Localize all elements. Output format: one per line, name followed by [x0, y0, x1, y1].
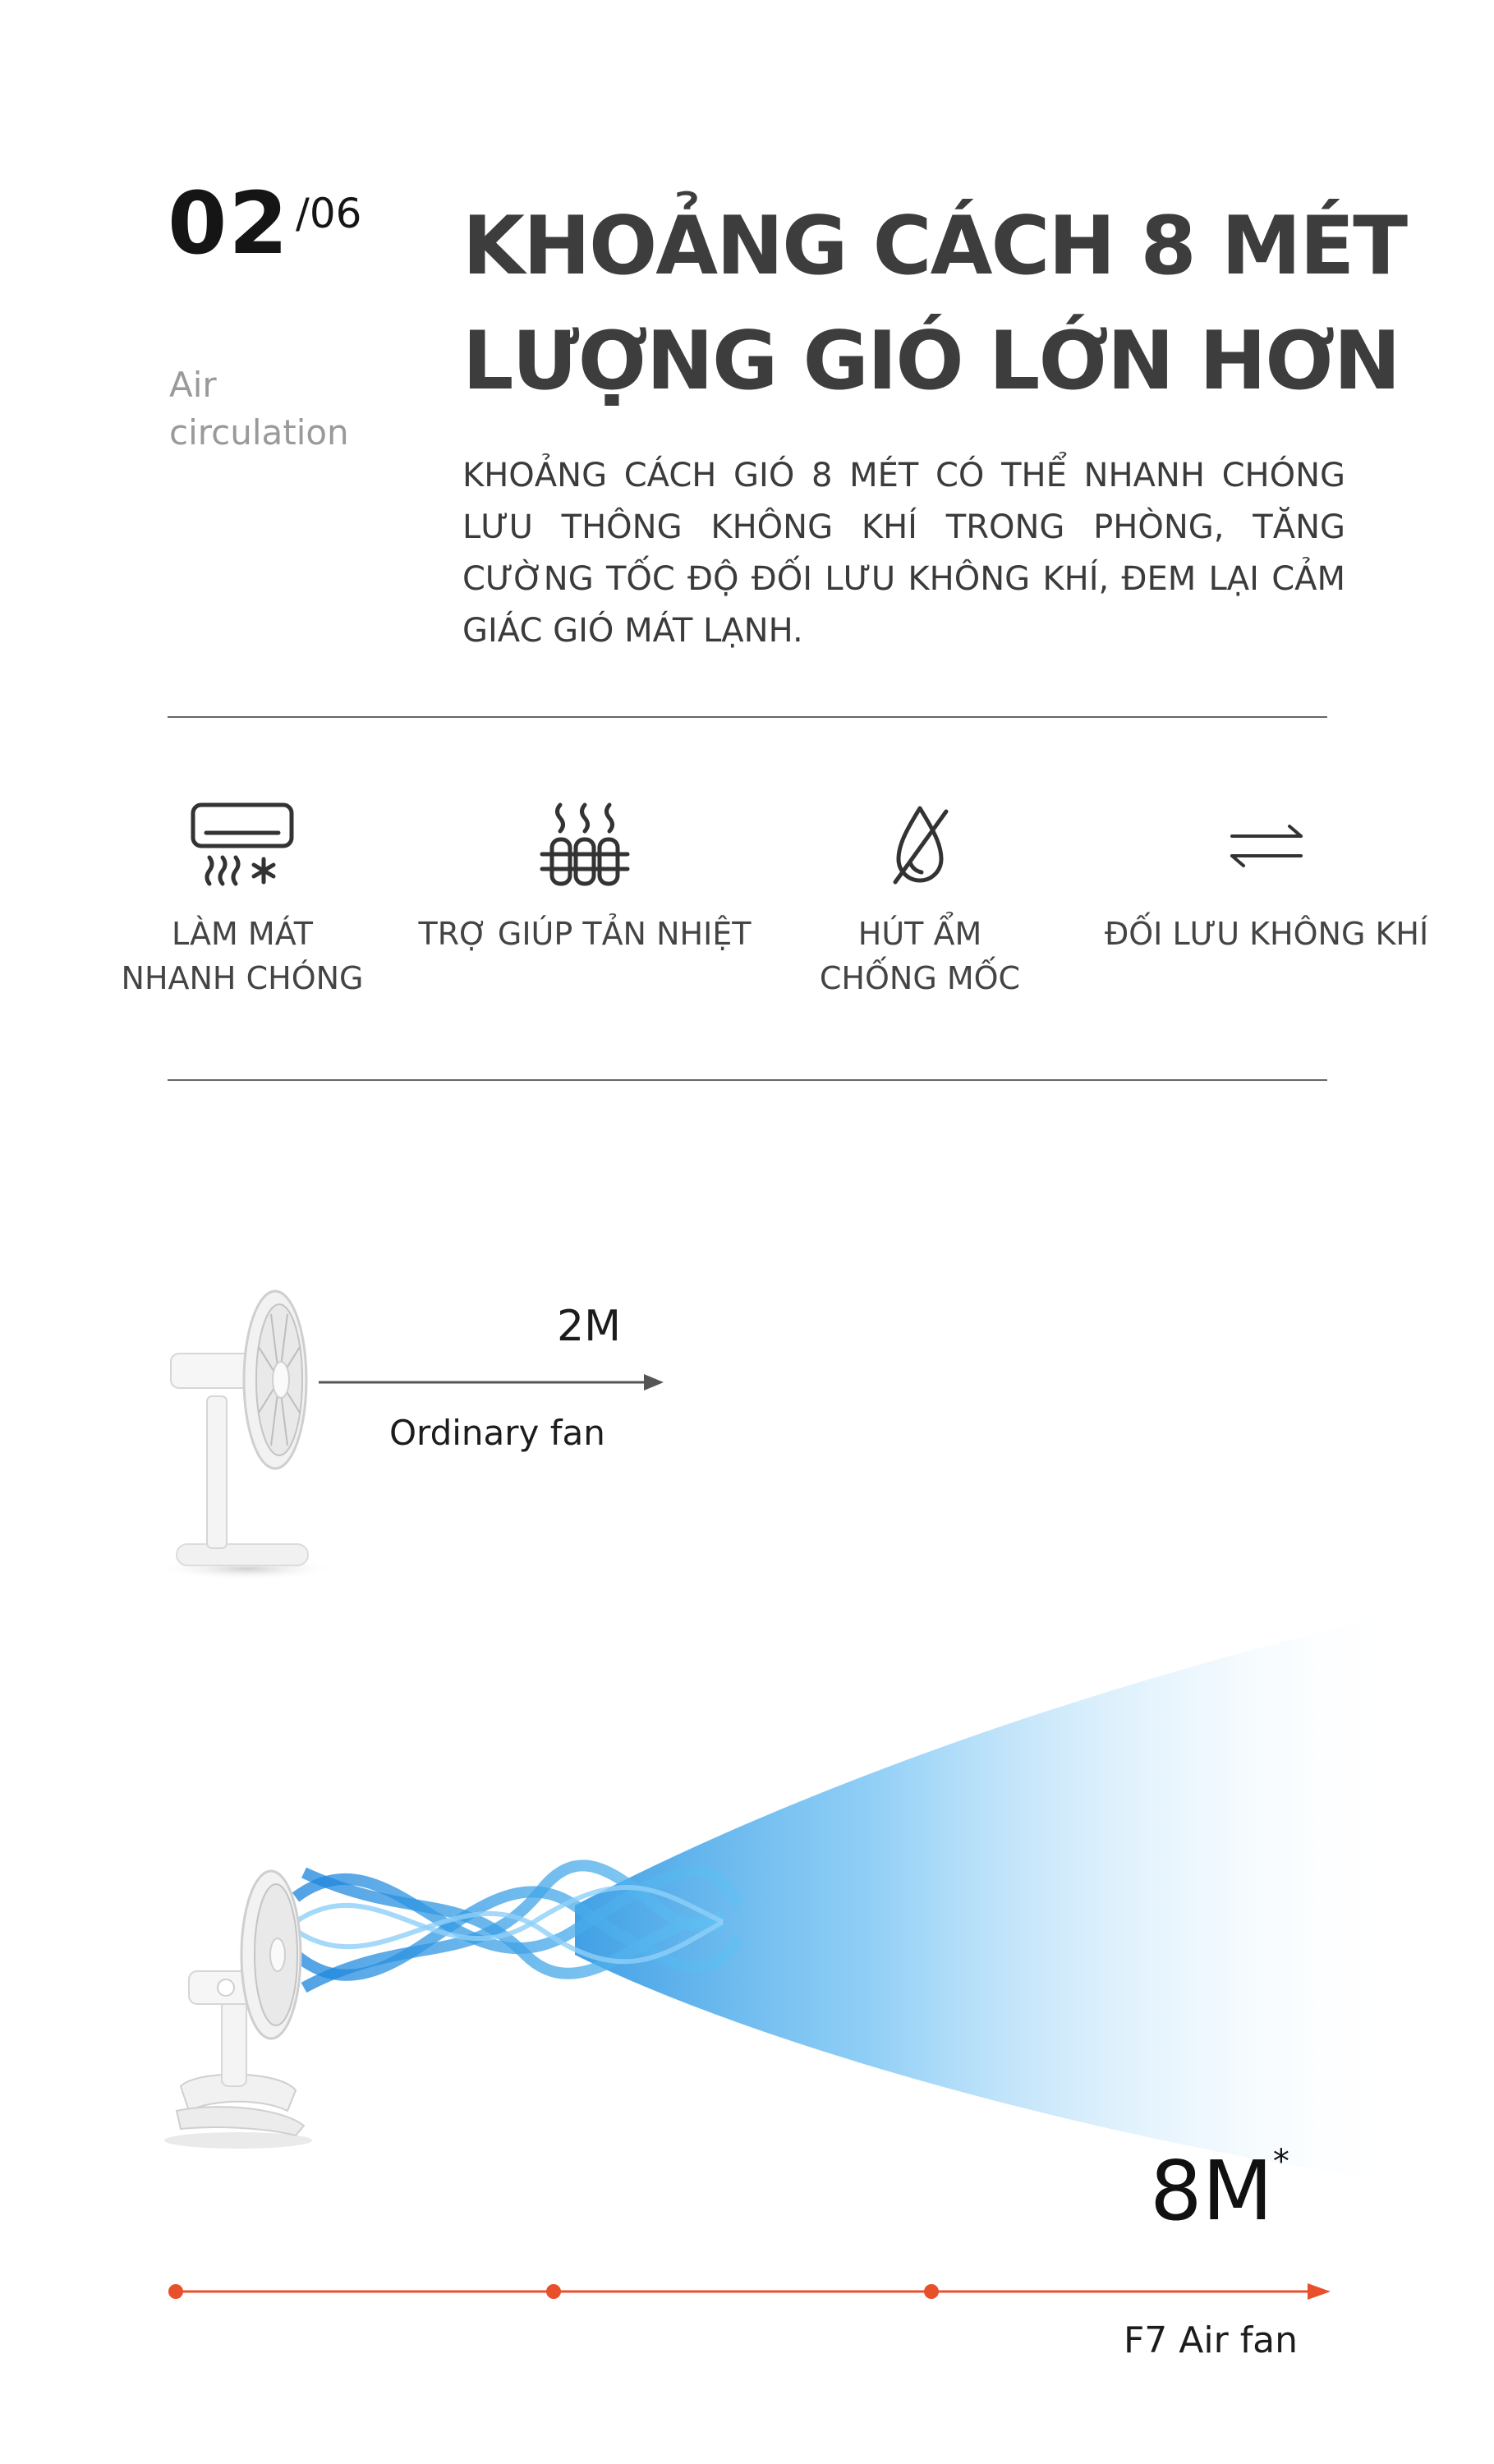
- ordinary-fan-image: [156, 1289, 345, 1585]
- axis-dot-1: [546, 2284, 561, 2299]
- ordinary-distance-label: 2M: [557, 1302, 621, 1351]
- divider-bottom: [168, 1079, 1327, 1081]
- f7-fan-label: F7 Air fan: [1124, 2319, 1299, 2361]
- axis-dot-2: [924, 2284, 939, 2299]
- section-index: 02: [168, 173, 290, 274]
- feature-label-1b: NHANH CHÓNG: [121, 960, 364, 996]
- f7-distance-axis: [161, 2275, 1344, 2308]
- page-title: [462, 189, 1406, 419]
- section-total: /06: [296, 190, 362, 237]
- feature-label-2a: TRỢ GIÚP TẢN NHIỆT: [418, 916, 752, 952]
- ordinary-fan-label: Ordinary fan: [389, 1413, 605, 1453]
- radiator-heat-icon: [536, 797, 634, 895]
- title-line-2: LƯỢNG GIÓ LỚN HƠN: [462, 315, 1400, 408]
- feature-label-3a: HÚT ẨM: [857, 916, 982, 952]
- feature-label-4a: ĐỐI LƯU KHÔNG KHÍ: [1104, 916, 1429, 952]
- f7-distance-value: 8M: [1150, 2143, 1273, 2239]
- droplet-off-icon: [871, 797, 969, 895]
- description: KHOẢNG CÁCH GIÓ 8 MÉT CÓ THỂ NHANH CHÓNG LƯU THÔNG KHÔNG KHÍ TRONG PHÒNG, TĂNG CƯỜNG TỐC ĐỘ ĐỐI LƯU KHÔNG KHÍ, ĐEM LẠI CẢM GIÁC GIÓ MÁT LẠNH.: [462, 457, 1345, 650]
- air-conditioner-icon: [185, 797, 300, 895]
- title-line-1: KHOẢNG CÁCH 8 MÉT: [462, 200, 1407, 293]
- f7-distance-footnote: *: [1272, 2143, 1289, 2181]
- section-subtitle-en: Air circulation: [169, 365, 349, 453]
- exchange-arrows-icon: [1217, 797, 1316, 895]
- f7-distance-label: [1150, 2143, 1289, 2239]
- feature-label-1a: LÀM MÁT: [172, 916, 313, 952]
- f7-fan-image: [164, 1864, 329, 2160]
- feature-dehumidify: [739, 788, 1101, 1000]
- ordinary-arrow: [315, 1368, 669, 1397]
- divider-top: [168, 716, 1327, 718]
- feature-heat-dissipation: [404, 788, 765, 956]
- feature-label-3b: CHỐNG MỐC: [819, 960, 1021, 996]
- feature-quick-cooling: [62, 788, 423, 1000]
- feature-air-convection: [1086, 788, 1447, 956]
- axis-dot-0: [168, 2284, 183, 2299]
